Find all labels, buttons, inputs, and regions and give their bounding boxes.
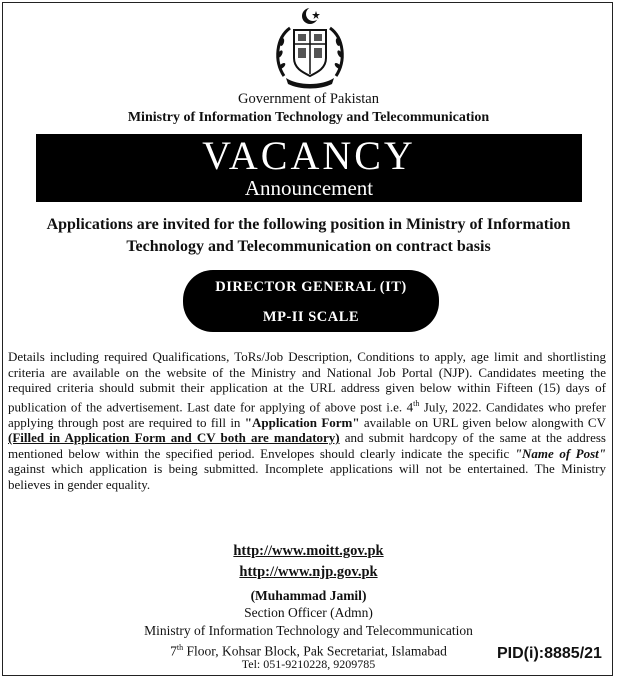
- application-form-label: "Application Form": [244, 414, 360, 430]
- address-rest: Floor, Kohsar Block, Pak Secretariat, Islamabad: [183, 643, 447, 659]
- position-scale: MP-II SCALE: [262, 309, 360, 325]
- details-part-4: and submit hardcopy of the same at the address mentioned below within the specified period. Envelopes should clearly indicate the specific: [8, 430, 606, 461]
- njp-url-link[interactable]: http://www.njp.gov.pk: [239, 564, 378, 580]
- details-paragraph: [8, 349, 606, 493]
- floor-superscript: th: [176, 643, 184, 652]
- signatory-ministry: Ministry of Information Technology and Telecommunication: [144, 623, 473, 638]
- moitt-url-link[interactable]: http://www.moitt.gov.pk: [233, 543, 384, 559]
- details-part-5: against which application is being submitted. Incomplete applications will not be entertained. The Ministry believes in gender equality.: [8, 461, 606, 493]
- floor-number: 7: [170, 643, 177, 659]
- vacancy-banner: [36, 134, 582, 202]
- mandatory-note: (Filled in Application Form and CV both are mandatory): [8, 430, 340, 446]
- details-part-3: available on URL given below alongwith CV: [359, 414, 606, 430]
- vacancy-title: VACANCY: [202, 133, 416, 178]
- announcement-subtitle: Announcement: [244, 176, 374, 200]
- government-line: Government of Pakistan: [238, 91, 379, 107]
- name-of-post-label: "Name of Post": [514, 445, 606, 461]
- date-superscript: th: [413, 398, 420, 408]
- signatory-designation: Section Officer (Admn): [244, 605, 373, 620]
- intro-text: Applications are invited for the following position in Ministry of Information Technology and Telecommunication on contract basis: [46, 216, 571, 255]
- details-part-2: July, 2022. Candidates who prefer applying through post are required to fill in: [8, 399, 606, 430]
- pid-number: PID(i):8885/21: [497, 645, 602, 662]
- signatory-name: (Muhammad Jamil): [250, 588, 367, 603]
- ministry-heading: Ministry of Information Technology and Telecommunication: [127, 110, 490, 125]
- state-emblem-icon: [270, 6, 350, 90]
- details-part-1: Details including required Qualifications, ToRs/Job Description, Conditions to apply, age limit and shortlisting criteria are available on the website of the Ministry and National Job Portal (NJP). Candidates meeting the required criteria should submit their application at the URL address given below within Fifteen (15) days of publication of the advertisement. Last date for applying of above post i.e. 4: [8, 349, 606, 415]
- position-title: DIRECTOR GENERAL (IT): [215, 279, 407, 295]
- position-box: [183, 270, 439, 332]
- telephone-line: Tel: 051-9210228, 9209785: [241, 657, 376, 671]
